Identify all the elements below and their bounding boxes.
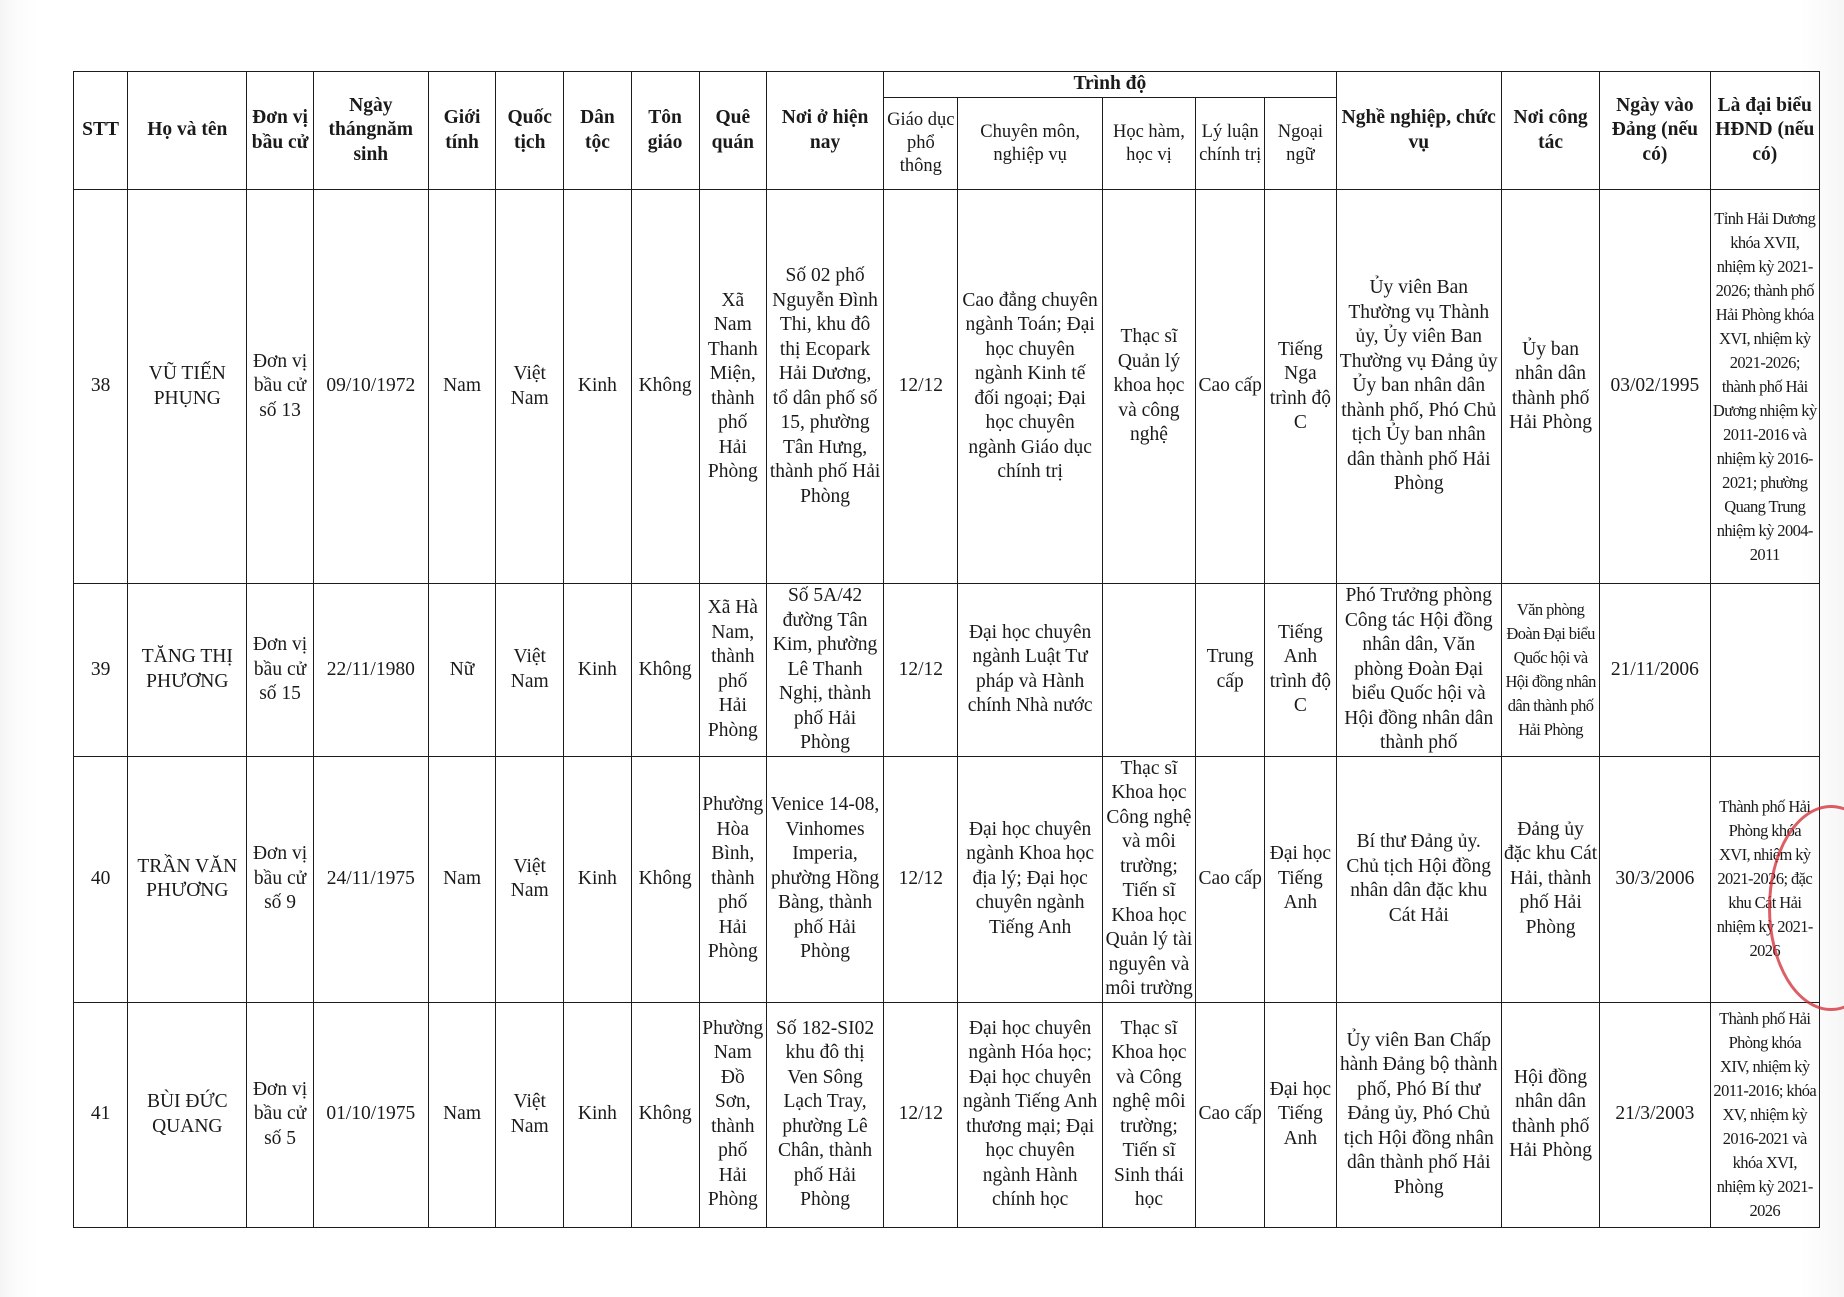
header-dob: Ngày thángnăm sinh: [313, 72, 428, 190]
cell-ethnicity: Kinh: [564, 190, 631, 584]
header-residence: Nơi ở hiện nay: [766, 72, 883, 190]
header-degree: Học hàm, học vị: [1102, 98, 1195, 190]
cell-general-edu: 12/12: [884, 1002, 958, 1227]
table-row: [74, 1002, 1820, 1227]
cell-occupation: Phó Trưởng phòng Công tác Hội đồng nhân dân, Văn phòng Đoàn Đại biểu Quốc hội và Hội đồng nhân dân thành phố: [1336, 584, 1501, 757]
cell-nationality: Việt Nam: [496, 190, 564, 584]
cell-nationality: Việt Nam: [496, 584, 564, 757]
cell-delegate: Thành phố Hải Phòng khóa XVI, nhiệm kỳ 2021-2026; đặc khu Cát Hải nhiệm kỳ 2021-2026: [1710, 756, 1819, 1002]
cell-name: TRẦN VĂN PHƯƠNG: [128, 756, 247, 1002]
cell-hometown: Xã Nam Thanh Miện, thành phố Hải Phòng: [699, 190, 766, 584]
cell-ethnicity: Kinh: [564, 756, 631, 1002]
cell-professional: Đại học chuyên ngành Hóa học; Đại học chuyên ngành Tiếng Anh thương mại; Đại học chuyên ngành Hành chính học: [958, 1002, 1102, 1227]
cell-professional: Đại học chuyên ngành Luật Tư pháp và Hành chính Nhà nước: [958, 584, 1102, 757]
cell-dob: 24/11/1975: [313, 756, 428, 1002]
cell-dob: 01/10/1975: [313, 1002, 428, 1227]
table-header: [74, 72, 1820, 190]
cell-workplace: Đảng ủy đặc khu Cát Hải, thành phố Hải Phòng: [1501, 756, 1599, 1002]
header-party-date: Ngày vào Đảng (nếu có): [1600, 72, 1710, 190]
cell-religion: Không: [631, 584, 699, 757]
table-row: [74, 584, 1820, 757]
cell-degree: Thạc sĩ Khoa học và Công nghệ môi trường; Tiến sĩ Sinh thái học: [1102, 1002, 1195, 1227]
cell-gender: Nam: [428, 756, 495, 1002]
cell-dob: 09/10/1972: [313, 190, 428, 584]
header-religion: Tôn giáo: [631, 72, 699, 190]
cell-hometown: Phường Hòa Bình, thành phố Hải Phòng: [699, 756, 766, 1002]
table-row: [74, 190, 1820, 584]
cell-residence: Số 182-SI02 khu đô thị Ven Sông Lạch Tray, phường Lê Chân, thành phố Hải Phòng: [766, 1002, 883, 1227]
cell-religion: Không: [631, 190, 699, 584]
cell-occupation: Ủy viên Ban Chấp hành Đảng bộ thành phố, Phó Bí thư Đảng ủy, Phó Chủ tịch Hội đồng nhân dân thành phố Hải Phòng: [1336, 1002, 1501, 1227]
cell-workplace: Ủy ban nhân dân thành phố Hải Phòng: [1501, 190, 1599, 584]
cell-professional: Đại học chuyên ngành Khoa học địa lý; Đại học chuyên ngành Tiếng Anh: [958, 756, 1102, 1002]
cell-residence: Số 02 phố Nguyễn Đình Thi, khu đô thị Ecopark Hải Dương, tổ dân phố số 15, phường Tân Hưng, thành phố Hải Phòng: [766, 190, 883, 584]
cell-unit: Đơn vị bầu cử số 9: [247, 756, 313, 1002]
cell-dob: 22/11/1980: [313, 584, 428, 757]
cell-ethnicity: Kinh: [564, 1002, 631, 1227]
cell-political: Trung cấp: [1196, 584, 1265, 757]
header-workplace: Nơi công tác: [1501, 72, 1599, 190]
cell-unit: Đơn vị bầu cử số 13: [247, 190, 313, 584]
cell-political: Cao cấp: [1196, 756, 1265, 1002]
header-name: Họ và tên: [128, 72, 247, 190]
header-occupation: Nghề nghiệp, chức vụ: [1336, 72, 1501, 190]
cell-stt: 40: [74, 756, 128, 1002]
header-language: Ngoại ngữ: [1265, 98, 1336, 190]
cell-occupation: Bí thư Đảng ủy. Chủ tịch Hội đồng nhân dân đặc khu Cát Hải: [1336, 756, 1501, 1002]
header-qualification: Trình độ: [884, 72, 1336, 98]
cell-workplace: Hội đồng nhân dân thành phố Hải Phòng: [1501, 1002, 1599, 1227]
cell-religion: Không: [631, 756, 699, 1002]
cell-unit: Đơn vị bầu cử số 15: [247, 584, 313, 757]
cell-degree: Thạc sĩ Quản lý khoa học và công nghệ: [1102, 190, 1195, 584]
cell-stt: 41: [74, 1002, 128, 1227]
cell-party-date: 21/3/2003: [1600, 1002, 1710, 1227]
cell-nationality: Việt Nam: [496, 1002, 564, 1227]
table-row: [74, 756, 1820, 1002]
header-professional: Chuyên môn, nghiệp vụ: [958, 98, 1102, 190]
cell-stt: 38: [74, 190, 128, 584]
cell-gender: Nam: [428, 1002, 495, 1227]
header-unit: Đơn vị bầu cử: [247, 72, 313, 190]
cell-residence: Số 5A/42 đường Tân Kim, phường Lê Thanh Nghị, thành phố Hải Phòng: [766, 584, 883, 757]
header-gender: Giới tính: [428, 72, 495, 190]
cell-language: Tiếng Nga trình độ C: [1265, 190, 1336, 584]
header-delegate: Là đại biểu HĐND (nếu có): [1710, 72, 1819, 190]
header-stt: STT: [74, 72, 128, 190]
cell-delegate: Thành phố Hải Phòng khóa XIV, nhiệm kỳ 2011-2016; khóa XV, nhiệm kỳ 2016-2021 và khóa XVI, nhiệm kỳ 2021-2026: [1710, 1002, 1819, 1227]
cell-nationality: Việt Nam: [496, 756, 564, 1002]
cell-language: Tiếng Anh trình độ C: [1265, 584, 1336, 757]
cell-professional: Cao đẳng chuyên ngành Toán; Đại học chuyên ngành Kinh tế đối ngoại; Đại học chuyên ngành Giáo dục chính trị: [958, 190, 1102, 584]
cell-general-edu: 12/12: [884, 756, 958, 1002]
header-nationality: Quốc tịch: [496, 72, 564, 190]
cell-name: TĂNG THỊ PHƯƠNG: [128, 584, 247, 757]
cell-party-date: 03/02/1995: [1600, 190, 1710, 584]
cell-residence: Venice 14-08, Vinhomes Imperia, phường Hồng Bàng, thành phố Hải Phòng: [766, 756, 883, 1002]
cell-workplace: Văn phòng Đoàn Đại biểu Quốc hội và Hội đồng nhân dân thành phố Hải Phòng: [1501, 584, 1599, 757]
candidate-table: [73, 71, 1820, 1228]
cell-delegate: [1710, 584, 1819, 757]
cell-language: Đại học Tiếng Anh: [1265, 756, 1336, 1002]
header-hometown: Quê quán: [699, 72, 766, 190]
cell-general-edu: 12/12: [884, 584, 958, 757]
cell-degree: [1102, 584, 1195, 757]
header-ethnicity: Dân tộc: [564, 72, 631, 190]
cell-political: Cao cấp: [1196, 190, 1265, 584]
cell-gender: Nam: [428, 190, 495, 584]
cell-party-date: 30/3/2006: [1600, 756, 1710, 1002]
cell-language: Đại học Tiếng Anh: [1265, 1002, 1336, 1227]
cell-unit: Đơn vị bầu cử số 5: [247, 1002, 313, 1227]
cell-party-date: 21/11/2006: [1600, 584, 1710, 757]
cell-name: VŨ TIẾN PHỤNG: [128, 190, 247, 584]
header-general-edu: Giáo dục phổ thông: [884, 98, 958, 190]
cell-name: BÙI ĐỨC QUANG: [128, 1002, 247, 1227]
header-political: Lý luận chính trị: [1196, 98, 1265, 190]
cell-hometown: Xã Hà Nam, thành phố Hải Phòng: [699, 584, 766, 757]
cell-hometown: Phường Nam Đồ Sơn, thành phố Hải Phòng: [699, 1002, 766, 1227]
cell-occupation: Ủy viên Ban Thường vụ Thành ủy, Ủy viên Ban Thường vụ Đảng ủy Ủy ban nhân dân thành phố, Phó Chủ tịch Ủy ban nhân dân thành phố Hải Phòng: [1336, 190, 1501, 584]
cell-political: Cao cấp: [1196, 1002, 1265, 1227]
cell-gender: Nữ: [428, 584, 495, 757]
cell-degree: Thạc sĩ Khoa học Công nghệ và môi trường; Tiến sĩ Khoa học Quản lý tài nguyên và môi trường: [1102, 756, 1195, 1002]
cell-delegate: Tỉnh Hải Dương khóa XVII, nhiệm kỳ 2021-2026; thành phố Hải Phòng khóa XVI, nhiệm kỳ 2021-2026; thành phố Hải Dương nhiệm kỳ 2011-2016 và nhiệm kỳ 2016-2021; phường Quang Trung nhiệm kỳ 2004-2011: [1710, 190, 1819, 584]
cell-stt: 39: [74, 584, 128, 757]
cell-general-edu: 12/12: [884, 190, 958, 584]
cell-ethnicity: Kinh: [564, 584, 631, 757]
cell-religion: Không: [631, 1002, 699, 1227]
